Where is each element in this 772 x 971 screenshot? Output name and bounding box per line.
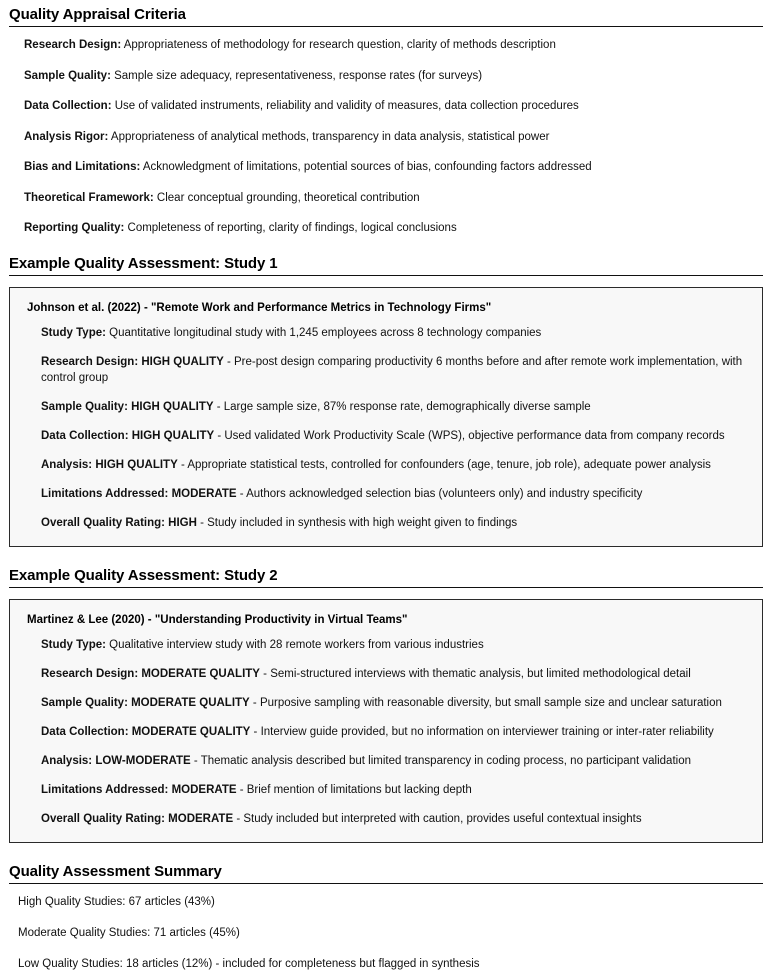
assessment-text: - Study included in synthesis with high weight given to findings (196, 517, 518, 529)
list-item (24, 69, 763, 83)
assessment-text: - Large sample size, 87% response rate, demographically diverse sample (213, 401, 591, 413)
assessment-text: - Pre-post design comparing productivity 6 months before and after remote work implementation, with control group (41, 356, 743, 384)
study-citation: Johnson et al. (2022) - "Remote Work and Performance Metrics in Technology Firms" (27, 302, 492, 314)
assessment-label: Study Type: (41, 327, 106, 339)
criteria-label: Data Collection: (24, 100, 112, 112)
criteria-label: Sample Quality: (24, 69, 111, 82)
criteria-label: Theoretical Framework: (24, 191, 154, 204)
assessment-line-list (24, 637, 748, 827)
assessment-label: Overall Quality Rating: HIGH (41, 517, 197, 529)
list-item (41, 695, 748, 711)
list-item: Moderate Quality Studies: 71 articles (45%) (18, 927, 240, 939)
list-item (41, 428, 748, 444)
criteria-list (9, 38, 763, 235)
criteria-text: Use of validated instruments, reliability and validity of measures, data collection procedures (111, 100, 579, 112)
list-item (24, 160, 763, 174)
heading-divider (9, 275, 763, 276)
criteria-text: Appropriateness of analytical methods, transparency in data analysis, statistical power (108, 130, 550, 143)
list-item (41, 457, 748, 473)
criteria-text: Completeness of reporting, clarity of findings, logical conclusions (124, 222, 457, 234)
assessment-text: - Appropriate statistical tests, controlled for confounders (age, tenure, job role), adequate power analysis (177, 459, 711, 471)
assessment-text: - Purposive sampling with reasonable diversity, but small sample size and unclear saturation (249, 697, 722, 709)
assessment-label: Limitations Addressed: MODERATE (41, 784, 237, 796)
section-quality-appraisal-criteria (9, 6, 763, 235)
assessment-label: Analysis: LOW-MODERATE (41, 755, 191, 767)
list-item (24, 221, 763, 235)
criteria-label: Bias and Limitations: (24, 161, 141, 173)
list-item: Low Quality Studies: 18 articles (12%) - included for completeness but flagged in synthesis (18, 958, 480, 970)
heading-divider (9, 587, 763, 588)
assessment-text: Qualitative interview study with 28 remote workers from various industries (105, 639, 484, 651)
list-item (41, 753, 748, 769)
section-title-study-1: Example Quality Assessment: Study 1 (9, 255, 278, 272)
list-item (24, 38, 763, 52)
list-item: High Quality Studies: 67 articles (43%) (18, 896, 215, 908)
assessment-label: Research Design: MODERATE QUALITY (41, 668, 260, 680)
criteria-label: Reporting Quality: (24, 222, 125, 234)
assessment-label: Data Collection: HIGH QUALITY (41, 430, 215, 442)
criteria-label: Analysis Rigor: (24, 130, 109, 143)
list-item (24, 130, 763, 144)
heading-divider (9, 883, 763, 884)
list-item (24, 191, 763, 205)
assessment-label: Analysis: HIGH QUALITY (41, 459, 178, 471)
criteria-text: Appropriateness of methodology for research question, clarity of methods description (121, 39, 556, 51)
assessment-text: - Thematic analysis described but limited transparency in coding process, no participant validation (190, 755, 691, 767)
assessment-text: - Brief mention of limitations but lacking depth (236, 784, 472, 796)
list-item (41, 399, 748, 415)
assessment-text: - Authors acknowledged selection bias (volunteers only) and industry specificity (236, 488, 643, 500)
list-item (24, 99, 763, 113)
criteria-label: Research Design: (24, 39, 122, 51)
assessment-label: Study Type: (41, 639, 106, 651)
assessment-text: - Used validated Work Productivity Scale (WPS), objective performance data from company records (214, 430, 725, 442)
criteria-text: Acknowledgment of limitations, potential sources of bias, confounding factors addressed (140, 161, 592, 173)
study-citation: Martinez & Lee (2020) - "Understanding Productivity in Virtual Teams" (27, 614, 408, 626)
list-item (41, 724, 748, 740)
section-study-2 (9, 567, 763, 843)
assessment-text: - Semi-structured interviews with thematic analysis, but limited methodological detail (259, 668, 691, 680)
assessment-line-list (24, 325, 748, 531)
assessment-box-study-2 (9, 599, 763, 843)
list-item (41, 811, 748, 827)
heading-divider (9, 26, 763, 27)
section-study-1 (9, 255, 763, 547)
assessment-box-study-1 (9, 287, 763, 547)
list-item (41, 637, 748, 653)
criteria-text: Clear conceptual grounding, theoretical contribution (153, 191, 420, 204)
list-item (41, 515, 748, 531)
assessment-label: Data Collection: MODERATE QUALITY (41, 726, 251, 738)
assessment-label: Research Design: HIGH QUALITY (41, 356, 224, 368)
list-item (41, 486, 748, 502)
assessment-text: Quantitative longitudinal study with 1,245 employees across 8 technology companies (105, 327, 542, 339)
assessment-label: Overall Quality Rating: MODERATE (41, 813, 234, 825)
list-item (41, 666, 748, 682)
list-item (41, 354, 748, 386)
section-quality-assessment-summary (9, 863, 763, 971)
section-title-summary: Quality Assessment Summary (9, 863, 222, 880)
assessment-text: - Study included but interpreted with caution, provides useful contextual insights (233, 813, 642, 825)
assessment-label: Sample Quality: HIGH QUALITY (41, 401, 214, 413)
summary-list (9, 895, 763, 971)
list-item (41, 782, 748, 798)
assessment-label: Sample Quality: MODERATE QUALITY (41, 697, 250, 709)
assessment-label: Limitations Addressed: MODERATE (41, 488, 237, 500)
assessment-text: - Interview guide provided, but no information on interviewer training or inter-rater reliability (250, 726, 714, 738)
section-title-study-2: Example Quality Assessment: Study 2 (9, 567, 278, 584)
page-title: Quality Appraisal Criteria (9, 6, 186, 23)
criteria-text: Sample size adequacy, representativeness, response rates (for surveys) (110, 69, 483, 82)
list-item (41, 325, 748, 341)
